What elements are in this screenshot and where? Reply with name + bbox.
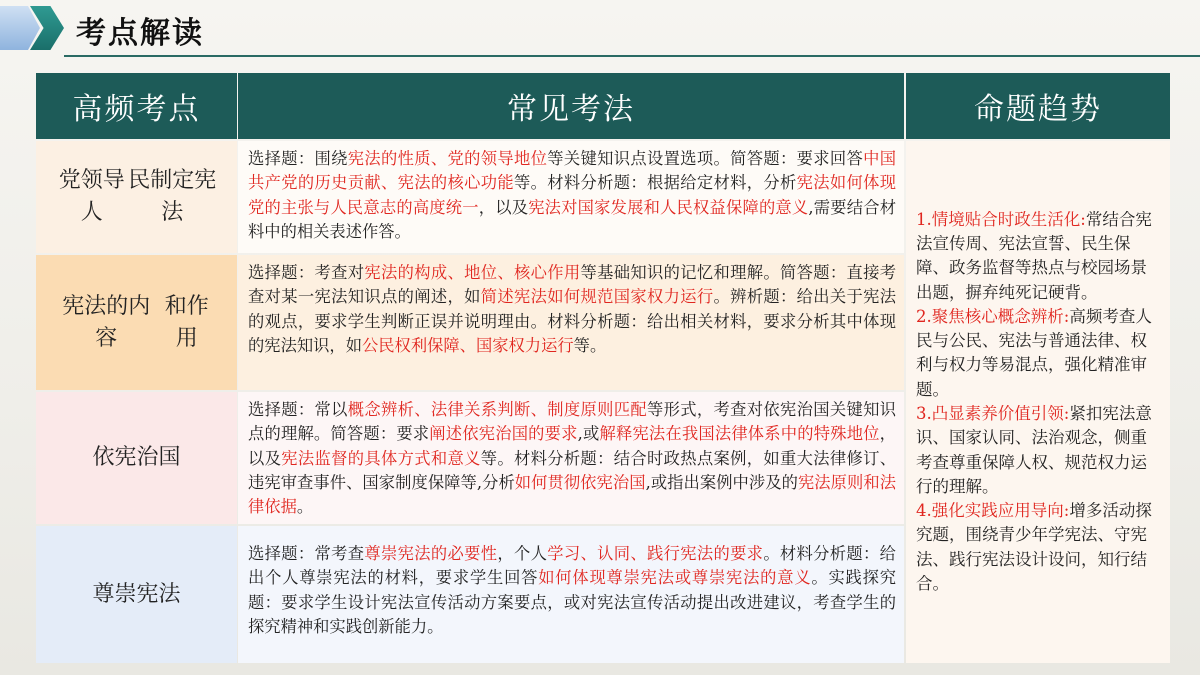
trend-heading: 4.强化实践应用导向:	[916, 501, 1070, 521]
method-text: 选择题：考查对	[248, 263, 365, 282]
highlight-text: 简述宪法如何规范国家权力运行	[480, 287, 714, 307]
header-bar	[0, 0, 1200, 60]
highlight-text: 宪法的构成、地位、核心作用	[364, 263, 581, 282]
method-text: 。辨析题：给出关于宪法的观点，要求学生判断正误并说明理由。材料分析题：给出相关材料，要求分析其中体现的宪法知识，如	[248, 287, 896, 355]
method-cell	[238, 255, 904, 390]
highlight-text: 解释宪法在我国法律体系中的特殊地位	[599, 424, 880, 444]
highlight-text: 宪法如何体现党的主张与人民意志的高度统一	[248, 173, 896, 217]
method-text: ，以及	[478, 197, 529, 217]
exam-table	[36, 73, 1170, 663]
trend-heading: 2.聚焦核心概念辨析:	[916, 306, 1070, 326]
title-divider	[64, 55, 1200, 57]
method-text: 选择题：常考查	[248, 544, 365, 563]
trend-body: 增多活动探究题，围绕青少年学宪法、守宪法、践行宪法设计设问，知行结合。	[916, 501, 1152, 594]
trend-cell	[906, 141, 1170, 663]
trend-item	[916, 499, 1162, 596]
highlight-text: 学习、认同、践行宪法的要求	[547, 544, 764, 563]
trend-heading: 1.情境贴合时政生活化:	[916, 209, 1086, 229]
chevron-icon	[0, 6, 40, 50]
highlight-text: 概念辨析、法律关系判断、制度原则匹配	[347, 400, 647, 419]
trend-body: 高频考查人民与公民、宪法与普通法律、权利与权力等易混点，强化精准审题。	[916, 306, 1152, 399]
highlight-text: 如何贯彻依宪治国	[514, 472, 646, 492]
method-text: 。实践探究题：要求学生设计宪法宣传活动方案要点，或对宪法宣传活动提出改进建议，考查学生的探究精神和实践创新能力。	[248, 568, 896, 636]
method-text: 等。材料分析题：结合时政热点案例，如重大法律修订、违宪审查事件、国家制度保障等,分析	[248, 448, 896, 492]
method-cell	[238, 141, 904, 253]
method-text: ,或	[577, 424, 600, 444]
header-topic: 高频考点	[36, 73, 237, 139]
method-text: 等基础知识的记忆和理解。简答题：直接考查对某一宪法知识点的阐述，如	[248, 263, 896, 307]
highlight-text: 宪法的性质、党的领导地位	[347, 149, 548, 168]
method-cell	[238, 526, 904, 663]
topic-cell: 尊崇宪法	[36, 526, 237, 663]
highlight-text: 宪法监督的具体方式和意义	[281, 448, 481, 468]
page-title: 考点解读	[76, 16, 204, 51]
highlight-text: 如何体现尊崇宪法或尊崇宪法的意义	[538, 568, 812, 588]
highlight-text: 宪法原则和法律依据	[248, 472, 896, 517]
highlight-text: 阐述依宪治国的要求	[429, 424, 578, 444]
topic-cell: 宪法的内容 和作用	[36, 255, 237, 390]
method-text: ,需要结合材料中的相关表述作答。	[248, 197, 896, 241]
trend-body: 常结合宪法宣传周、宪法宣誓、民生保障、政务监督等热点与校园场景出题，摒弃纯死记硬背。	[916, 209, 1152, 302]
trend-list	[916, 208, 1162, 597]
header-trend: 命题趋势	[906, 73, 1170, 139]
method-text: 。	[296, 497, 314, 517]
topic-cell: 依宪治国	[36, 392, 237, 524]
trend-body: 紧扣宪法意识、国家认同、法治观念，侧重考查尊重保障人权、规范权力运行的理解。	[916, 404, 1152, 496]
trend-item	[916, 402, 1162, 499]
method-text: ，个人	[497, 544, 548, 563]
method-cell	[238, 392, 904, 524]
header-method: 常见考法	[238, 73, 904, 139]
method-text: 等形式，考查对依宪治国关键知识点的理解。简答题：要求	[248, 400, 896, 444]
trend-item	[916, 305, 1162, 402]
method-text: 选择题：围绕	[248, 149, 348, 168]
method-text: 等。材料分析题：根据给定材料，分析	[513, 173, 797, 193]
method-text: ，以及	[248, 424, 896, 468]
highlight-text: 公民权利保障、国家权力运行	[361, 335, 574, 355]
method-text: 等关键知识点设置选项。简答题：要求回答	[547, 149, 864, 168]
method-text: 。材料分析题：给出个人尊崇宪法的材料，要求学生回答	[248, 544, 896, 588]
topic-cell: 党领导人 民制定宪法	[36, 141, 237, 253]
highlight-text: 中国共产党的历史贡献、宪法的核心功能	[248, 149, 896, 193]
highlight-text: 尊崇宪法的必要性	[364, 544, 498, 563]
method-text: 选择题：常以	[248, 400, 348, 419]
trend-item	[916, 208, 1162, 305]
method-text: 等。	[573, 335, 607, 355]
method-text: ,或指出案例中涉及的	[645, 472, 798, 492]
trend-heading: 3.凸显素养价值引领:	[916, 404, 1070, 423]
highlight-text: 宪法对国家发展和人民权益保障的意义	[528, 197, 809, 217]
